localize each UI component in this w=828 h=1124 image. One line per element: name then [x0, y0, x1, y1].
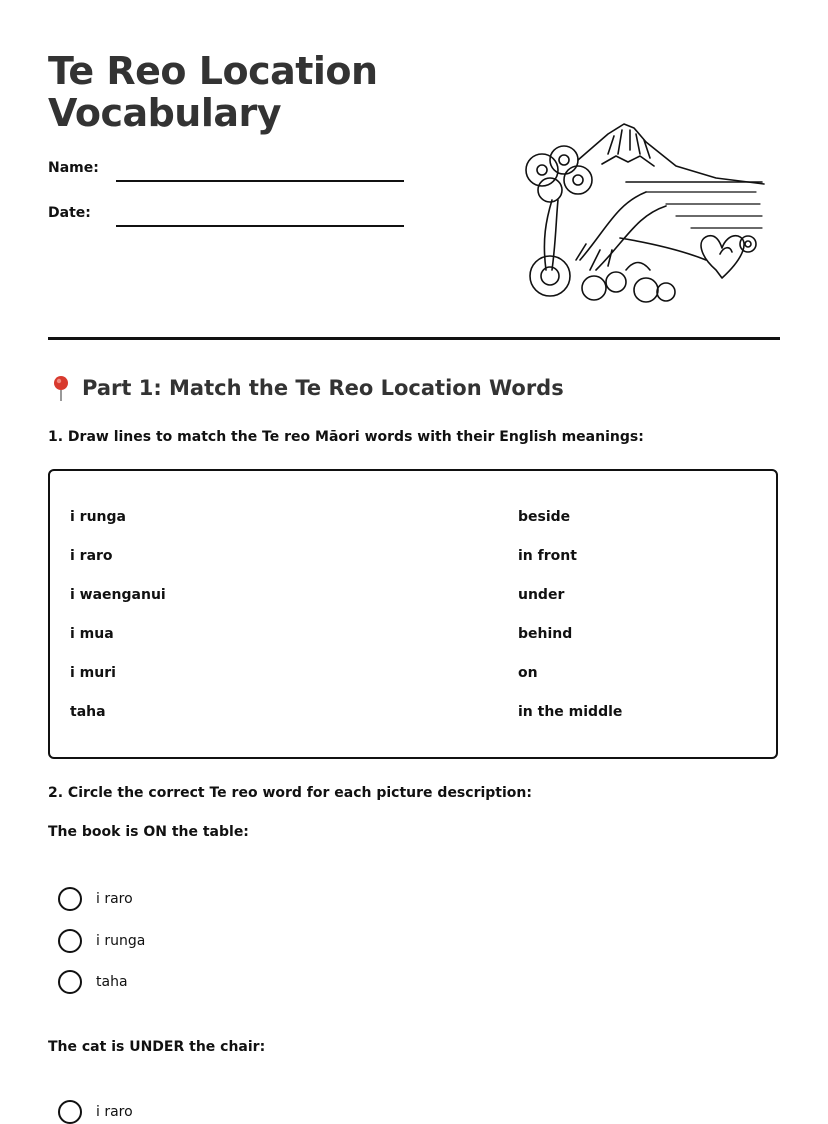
radio-circle[interactable] [58, 970, 82, 994]
description-2: The cat is UNDER the chair: [48, 1039, 266, 1055]
match-row [70, 509, 756, 529]
part1-heading [48, 374, 564, 402]
matching-box [48, 469, 778, 759]
name-label: Name: [48, 160, 99, 176]
landscape-illustration [516, 120, 766, 306]
option[interactable] [58, 929, 145, 953]
part1-title: Part 1: Match the Te Reo Location Words [82, 376, 564, 400]
option[interactable] [58, 887, 133, 911]
radio-circle[interactable] [58, 887, 82, 911]
page-title: Te Reo Location Vocabulary [48, 49, 378, 135]
date-line[interactable] [116, 225, 404, 227]
te-reo-word[interactable]: i raro [70, 548, 113, 564]
option-label: taha [96, 974, 128, 990]
question-1: 1. Draw lines to match the Te reo Māori words with their English meanings: [48, 429, 644, 445]
match-row [70, 548, 756, 568]
te-reo-word[interactable]: i muri [70, 665, 116, 681]
english-meaning[interactable]: beside [518, 509, 571, 525]
option[interactable] [58, 970, 128, 994]
question-2: 2. Circle the correct Te reo word for each picture description: [48, 785, 532, 801]
date-label: Date: [48, 205, 91, 221]
english-meaning[interactable]: in the middle [518, 704, 623, 720]
radio-circle[interactable] [58, 929, 82, 953]
section-divider [48, 337, 780, 340]
option[interactable] [58, 1100, 133, 1124]
name-line[interactable] [116, 180, 404, 182]
option-label: i runga [96, 933, 146, 949]
english-meaning[interactable]: on [518, 665, 538, 681]
match-row [70, 704, 756, 724]
match-row [70, 587, 756, 607]
english-meaning[interactable]: under [518, 587, 565, 603]
option-label: i raro [96, 891, 133, 907]
match-row [70, 665, 756, 685]
english-meaning[interactable]: behind [518, 626, 573, 642]
match-row [70, 626, 756, 646]
te-reo-word[interactable]: i mua [70, 626, 114, 642]
map-pin-icon [48, 374, 74, 402]
te-reo-word[interactable]: i waenganui [70, 587, 166, 603]
english-meaning[interactable]: in front [518, 548, 577, 564]
te-reo-word[interactable]: i runga [70, 509, 126, 525]
option-label: i raro [96, 1104, 133, 1120]
description-1: The book is ON the table: [48, 824, 249, 840]
te-reo-word[interactable]: taha [70, 704, 106, 720]
radio-circle[interactable] [58, 1100, 82, 1124]
